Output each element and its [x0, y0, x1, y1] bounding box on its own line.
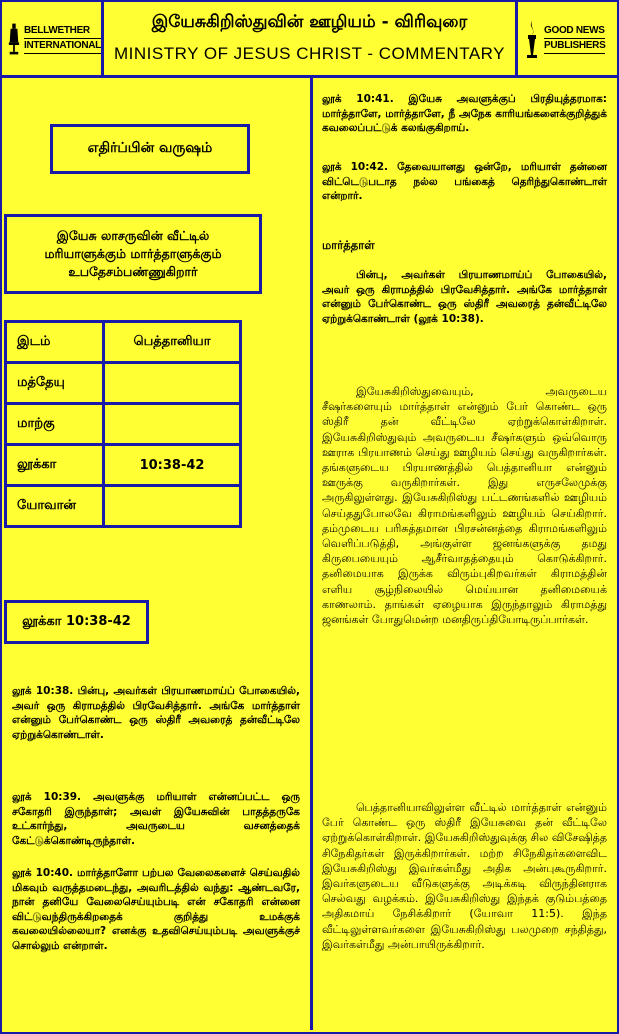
subtitle-box [4, 214, 262, 294]
scripture-reference: லூக்கா 10:38-42 [4, 600, 149, 644]
subtitle-line-3: உபதேசம்பண்ணுகிறார் [68, 264, 198, 279]
verse-10-41: லூக் 10:41. இயேசு அவளுக்குப் பிரதியுத்தரமாக: மார்த்தாளே, மார்த்தாளே, நீ அநேக காரியங்களைக்குறித்துக் கவலைப்பட்டுக் கலங்குகிறாய். [322, 93, 607, 134]
torch-icon [524, 19, 540, 59]
table-row [6, 363, 241, 404]
commentary-paragraph-1: இயேசுகிறிஸ்துவையும், அவருடைய சீஷர்களையும் மார்த்தாள் என்னும் பேர் கொண்ட ஒரு ஸ்திரீ தன் வீட்டிலே ஏற்றுக்கொள்கிறாள். இயேசுகிறிஸ்துவும் அவருடைய சீஷர்களும் ஒவ்வொரு ஊராக பிரயாணம் செய்து ஊழியம் செய்து வருகிறார்கள். தங்களுடைய பிரயாணத்தில் பெத்தானியா என்னும் ஊருக்கு வருகிறார்கள். இது எருசலேமுக்கு அருகிலுள்ளது. இயேசுகிறிஸ்து பட்டணங்களில் ஊழியம் செய்ததுபோலவே கிராமங்களிலும் ஊழியம் செய்கிறார். தம்முடைய பரிசுத்தமான பிரசன்னத்தை கிராமங்களிலும் வெளிப்படுத்தி, அங்குள்ள ஜனங்களுக்கு தமது கிருபையையும் ஆசீர்வாதத்தையும் கொடுக்கிறார். தனிமையாக இருக்க விரும்புகிறவர்கள் கிராமத்தின் எளிய சூழ்நிலையில் மெய்யான தனிமையைக் காணலாம். தாங்கள் ஏழையாக இருந்தாலும் கிராமத்து ஜனங்கள் போதுமென்ற மனதிருப்தியோடிருப்பார்கள். [322, 385, 607, 627]
header [2, 2, 617, 78]
logo-line-2: INTERNATIONAL [24, 39, 101, 54]
good-news-logo [515, 2, 617, 75]
row-label: மாற்கு [6, 404, 104, 445]
lamp-icon [8, 19, 20, 59]
section-title: எதிர்ப்பின் வருஷம் [50, 124, 250, 174]
verse-10-39: லூக் 10:39. அவளுக்கு மரியாள் என்னப்பட்ட ஒரு சகோதரி இருந்தாள்; அவள் இயேசுவின் பாதத்தருகே உட்கார்ந்து, அவருடைய வசனத்தைக் கேட்டுக்கொண்டிருந்தாள். [12, 791, 300, 847]
row-value [104, 363, 241, 404]
row-label: யோவான் [6, 486, 104, 527]
title-english: MINISTRY OF JESUS CHRIST - COMMENTARY [114, 44, 505, 63]
intro-paragraph: பின்பு, அவர்கள் பிரயாணமாய்ப் போகையில், அவர் ஒரு கிராமத்தில் பிரவேசித்தார். அங்கே மார்த்தாள் என்னும் பேர்கொண்ட ஒரு ஸ்திரீ அவரைத் தன்வீட்டிலே ஏற்றுக்கொண்டாள் (லூக் 10:38). [322, 269, 607, 325]
title-tamil: இயேசுகிறிஸ்துவின் ஊழியம் - விரிவுரை [151, 12, 468, 32]
table-row [6, 404, 241, 445]
row-value: பெத்தானியா [104, 322, 241, 363]
table-row [6, 486, 241, 527]
table-row [6, 322, 241, 363]
commentary-paragraph-2: பெத்தானியாவிலுள்ள வீட்டில் மார்த்தாள் என்னும் பேர் கொண்ட ஒரு ஸ்திரீ இயேசுவை தன் வீட்டிலே ஏற்றுக்கொள்கிறாள். இயேசுகிறிஸ்துவுக்கு சில விசேஷித்த சிநேகிதர்கள் இருக்கிறார்கள். மற்ற சிநேகிதர்களைவிட இயேசுகிறிஸ்து இவர்கள்மீது அதிக அன்புகூருகிறார். இவர்களுடைய வீடுகளுக்கு அடிக்கடி விருந்தினராக செல்வது வழக்கம். இயேசுகிறிஸ்து இந்தக் குடும்பத்தை அதிகமாய் நேசிக்கிறார் (யோவா 11:5). இந்த வீட்டிலுள்ளவர்களை இயேசுகிறிஸ்து பலமுறை சந்தித்து, இவர்கள்மீது அன்பாயிருக்கிறார். [322, 801, 607, 951]
logo-line-2: PUBLISHERS [544, 39, 605, 54]
logo-line-1: GOOD NEWS [544, 24, 605, 39]
row-label: லூக்கா [6, 445, 104, 486]
row-value [104, 486, 241, 527]
section-heading: மார்த்தாள் [322, 238, 375, 252]
gospel-reference-table [4, 320, 242, 528]
table-row [6, 445, 241, 486]
row-label: மத்தேயு [6, 363, 104, 404]
bellwether-logo [2, 2, 104, 75]
logo-line-1: BELLWETHER [24, 24, 101, 39]
title-block [107, 2, 512, 75]
verse-10-40: லூக் 10:40. மார்த்தாளோ பற்பல வேலைகளைச் செய்வதில் மிகவும் வருத்தமடைந்து, அவரிடத்தில் வந்து: ஆண்டவரே, நான் தனியே வேலைசெய்யும்படி என் சகோதரி என்னை விட்டுவந்திருக்கிறதைக் குறித்து உமக்குக் கவலையில்லையா? எனக்கு உதவிசெய்யும்படி அவளுக்குச் சொல்லும் என்றாள். [12, 867, 300, 952]
row-value [104, 404, 241, 445]
row-value: 10:38-42 [104, 445, 241, 486]
subtitle-line-1: இயேசு லாசருவின் வீட்டில் [56, 228, 210, 243]
verse-10-38: லூக் 10:38. பின்பு, அவர்கள் பிரயாணமாய்ப் போகையில், அவர் ஒரு கிராமத்தில் பிரவேசித்தார். அங்கே மார்த்தாள் என்னும் பேர்கொண்ட ஒரு ஸ்திரீ அவரைத் தன்வீட்டிலே ஏற்றுக்கொண்டாள். [12, 685, 300, 741]
row-label: இடம் [6, 322, 104, 363]
verse-10-42: லூக் 10:42. தேவையானது ஒன்றே, மரியாள் தன்னை விட்டெடுபடாத நல்ல பங்கைத் தெரிந்துகொண்டாள் என்றார். [322, 161, 607, 202]
subtitle-line-2: மரியாளுக்கும் மார்த்தாளுக்கும் [44, 246, 222, 261]
column-divider [310, 76, 313, 1030]
